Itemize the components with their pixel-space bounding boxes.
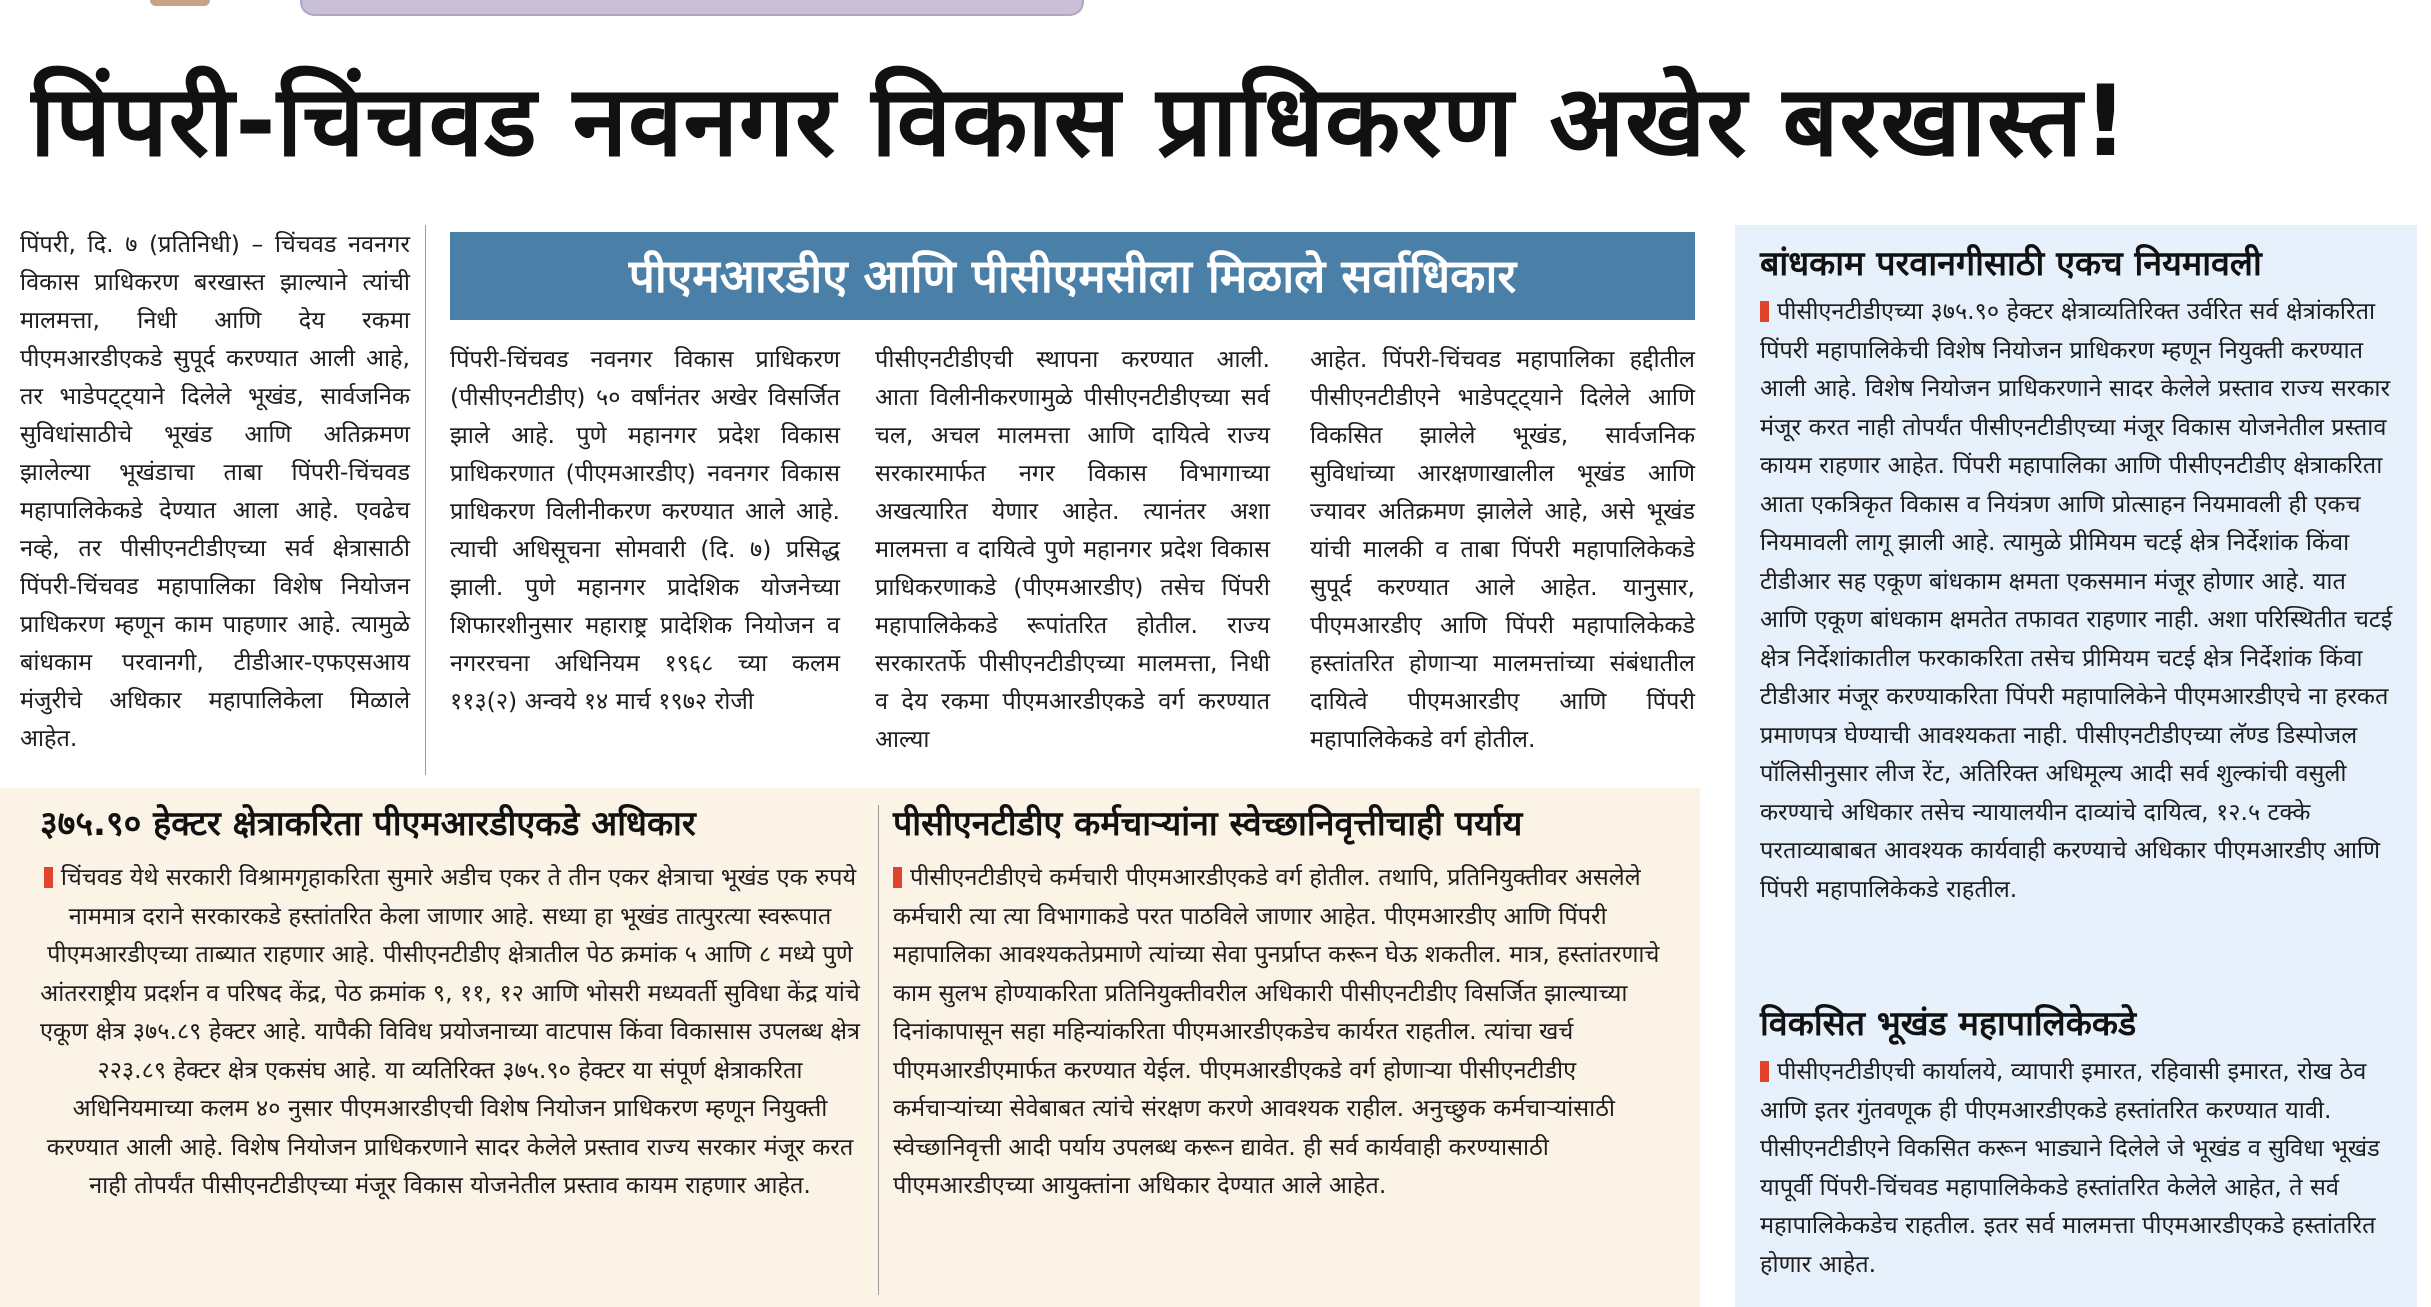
page-headline: पिंपरी-चिंचवड नवनगर विकास प्राधिकरण अखेर बरखास्त! — [30, 65, 2129, 179]
top-photo-edge — [150, 0, 210, 6]
article-column-4: आहेत. पिंपरी-चिंचवड महापालिका हद्दीतील पीसीएनटीडीएने भाडेपट्ट्याने दिलेले आणि विकसित झालेले भूखंड, सार्वजनिक सुविधांच्या आरक्षणाखालील भूखंड आणि ज्यावर अतिक्रमण झालेले आहे, असे भूखंड यांची मालकी व ताबा पिंपरी महापालिकेकडे सुपूर्द करण्यात आले आहेत. यानुसार, पीएमआरडीए आणि पिंपरी महापालिकेकडे हस्तांतरित होणाऱ्या मालमत्तांच्या संबंधातील दायित्वे पीएमआरडीए आणि पिंपरी महापालिकेकडे वर्ग होतील. — [1310, 345, 1695, 753]
bottom-divider — [878, 805, 879, 1295]
sidebar-text-1 — [1760, 292, 2400, 908]
bottom-left-text — [40, 858, 860, 1205]
bottom-left-heading: ३७५.९० हेक्टर क्षेत्राकरिता पीएमआरडीएकडे अधिकार — [40, 804, 696, 844]
bullet-marker — [893, 867, 902, 888]
article-column-2: पिंपरी-चिंचवड नवनगर विकास प्राधिकरण (पीसीएनटीडीए) ५० वर्षांनंतर अखेर विसर्जित झाले आहे. पुणे महानगर प्रदेश विकास प्राधिकरणात (पीएमआरडीए) नवनगर विकास प्राधिकरण विलीनीकरण करण्यात आले आहे. त्याची अधिसूचना सोमवारी (दि. ७) प्रसिद्ध झाली. पुणे महानगर प्रादेशिक योजनेच्या शिफारशीनुसार महाराष्ट्र प्रादेशिक नियोजन व नगररचना अधिनियम १९६८ च्या कलम ११३(२) अन्वये १४ मार्च १९७२ रोजी — [450, 345, 840, 715]
bullet-marker — [1760, 1061, 1769, 1082]
sidebar-heading-2: विकसित भूखंड महापालिकेकडे — [1760, 1004, 2137, 1044]
bottom-right-text — [893, 858, 1683, 1205]
bottom-right-text-body: पीसीएनटीडीएचे कर्मचारी पीएमआरडीएकडे वर्ग होतील. तथापि, प्रतिनियुक्तीवर असलेले कर्मचारी त्या त्या विभागाकडे परत पाठविले जाणार आहेत. पीएमआरडीए आणि पिंपरी महापालिका आवश्यकतेप्रमाणे त्यांच्या सेवा पुनर्प्राप्त करून घेऊ शकतील. मात्र, हस्तांतरणाचे काम सुलभ होण्याकरिता प्रतिनियुक्तीवरील अधिकारी पीसीएनटीडीए विसर्जित झाल्याच्या दिनांकापासून सहा महिन्यांकरिता पीएमआरडीएकडेच कार्यरत राहतील. त्यांचा खर्च पीएमआरडीएमार्फत करण्यात येईल. पीएमआरडीएकडे वर्ग होणाऱ्या पीसीएनटीडीए कर्मचाऱ्यांच्या सेवेबाबत त्यांचे संरक्षण करणे आवश्यक राहील. अनुच्छुक कर्मचाऱ्यांसाठी स्वेच्छानिवृत्ती आदी पर्याय उपलब्ध करून द्यावेत. ही सर्व कार्यवाही करण्यासाठी पीएमआरडीएच्या आयुक्तांना अधिकार देण्यात आले आहेत. — [893, 863, 1660, 1199]
intro-column: पिंपरी, दि. ७ (प्रतिनिधी) – चिंचवड नवनगर विकास प्राधिकरण बरखास्त झाल्याने त्यांची मालमत्ता, निधी आणि देय रकमा पीएमआरडीएकडे सुपूर्द करण्यात आली आहे, तर भाडेपट्ट्याने दिलेले भूखंड, सार्वजनिक सुविधांसाठीचे भूखंड आणि अतिक्रमण झालेल्या भूखंडाचा ताबा पिंपरी-चिंचवड महापालिकेकडे देण्यात आला आहे. एवढेच नव्हे, तर पीसीएनटीडीएच्या सर्व क्षेत्रासाठी पिंपरी-चिंचवड महापालिका विशेष नियोजन प्राधिकरण म्हणून काम पाहणार आहे. त्यामुळे बांधकाम परवानगी, टीडीआर-एफएसआय मंजुरीचे अधिकार महापालिकेला मिळाले आहेत. — [20, 230, 410, 752]
sidebar-heading-1: बांधकाम परवानगीसाठी एकच नियमावली — [1760, 244, 2262, 284]
bullet-marker — [1760, 301, 1769, 322]
subheadline: पीएमआरडीए आणि पीसीएमसीला मिळाले सर्वाधिकार — [628, 249, 1517, 303]
sidebar-text-2 — [1760, 1052, 2400, 1283]
article-column-3: पीसीएनटीडीएची स्थापना करण्यात आली. आता विलीनीकरणामुळे पीसीएनटीडीएच्या सर्व चल, अचल मालमत्ता आणि दायित्वे राज्य सरकारमार्फत नगर विकास विभागाच्या अखत्यारित येणार आहेत. त्यानंतर अशा मालमत्ता व दायित्वे पुणे महानगर प्रदेश विकास प्राधिकरणाकडे (पीएमआरडीए) तसेच पिंपरी महापालिकेकडे रूपांतरित होतील. राज्य सरकारतर्फे पीसीएनटीडीएच्या मालमत्ता, निधी व देय रकमा पीएमआरडीएकडे वर्ग करण्यात आल्या — [875, 345, 1270, 753]
sidebar-text-1-body: पीसीएनटीडीएच्या ३७५.९० हेक्टर क्षेत्राव्यतिरिक्त उर्वरित सर्व क्षेत्रांकरिता पिंपरी महापालिकेची विशेष नियोजन प्राधिकरण म्हणून नियुक्ती करण्यात आली आहे. विशेष नियोजन प्राधिकरणाने सादर केलेले प्रस्ताव राज्य सरकार मंजूर करत नाही तोपर्यंत पीसीएनटीडीएच्या मंजूर विकास योजनेतील प्रस्ताव कायम राहणार आहेत. पिंपरी महापालिका आणि पीसीएनटीडीए क्षेत्राकरिता आता एकत्रिकृत विकास व नियंत्रण आणि प्रोत्साहन नियमावली ही एकच नियमावली लागू झाली आहे. त्यामुळे प्रीमियम चटई क्षेत्र निर्देशांक किंवा टीडीआर सह एकूण बांधकाम क्षमता एकसमान मंजूर होणार आहे. यात आणि एकूण बांधकाम क्षमतेत तफावत राहणार नाही. अशा परिस्थितीत चटई क्षेत्र निर्देशांकातील फरकाकरिता तसेच प्रीमियम चटई क्षेत्र निर्देशांक किंवा टीडीआर मंजूर करण्याकरिता पिंपरी महापालिकेने पीएमआरडीएचे ना हरकत प्रमाणपत्र घेण्याची आवश्यकता नाही. पीसीएनटीडीएच्या लॅण्ड डिस्पोजल पॉलिसीनुसार लीज रेंट, अतिरिक्त अधिमूल्य आदी सर्व शुल्कांची वसुली करण्याचे अधिकार तसेच न्यायालयीन दाव्यांचे दायित्व, १२.५ टक्के परताव्याबाबत आवश्यक कार्यवाही करण्याचे अधिकार पीएमआरडीए आणि पिंपरी महापालिकेकडे राहतील. — [1760, 297, 2393, 903]
bullet-marker — [44, 867, 53, 888]
sidebar-text-2-body: पीसीएनटीडीएची कार्यालये, व्यापारी इमारत, रहिवासी इमारत, रोख ठेव आणि इतर गुंतवणूक ही पीएमआरडीएकडे हस्तांतरित करण्यात यावी. पीसीएनटीडीएने विकसित करून भाड्याने दिलेले जे भूखंड व सुविधा भूखंड यापूर्वी पिंपरी-चिंचवड महापालिकेकडे हस्तांतरित केलेले आहेत, ते सर्व महापालिकेकडेच राहतील. इतर सर्व मालमत्ता पीएमआरडीएकडे हस्तांतरित होणार आहेत. — [1760, 1057, 2380, 1278]
bottom-right-heading: पीसीएनटीडीए कर्मचाऱ्यांना स्वेच्छानिवृत्तीचाही पर्याय — [893, 804, 1523, 844]
subheadline-band — [450, 232, 1695, 320]
top-banner-edge — [300, 0, 1084, 16]
bottom-left-text-body: चिंचवड येथे सरकारी विश्रामगृहाकरिता सुमारे अडीच एकर ते तीन एकर क्षेत्राचा भूखंड एक रुपये नाममात्र दराने सरकारकडे हस्तांतरित केला जाणार आहे. सध्या हा भूखंड तात्पुरत्या स्वरूपात पीएमआरडीएच्या ताब्यात राहणार आहे. पीसीएनटीडीए क्षेत्रातील पेठ क्रमांक ५ आणि ८ मध्ये पुणे आंतरराष्ट्रीय प्रदर्शन व परिषद केंद्र, पेठ क्रमांक ९, ११, १२ आणि भोसरी मध्यवर्ती सुविधा केंद्र यांचे एकूण क्षेत्र ३७५.८९ हेक्टर आहे. यापैकी विविध प्रयोजनाच्या वाटपास किंवा विकासास उपलब्ध क्षेत्र २२३.८९ हेक्टर क्षेत्र एकसंघ आहे. या व्यतिरिक्त ३७५.९० हेक्टर या संपूर्ण क्षेत्राकरिता अधिनियमाच्या कलम ४० नुसार पीएमआरडीएची विशेष नियोजन प्राधिकरण म्हणून नियुक्ती करण्यात आली आहे. विशेष नियोजन प्राधिकरणाने सादर केलेले प्रस्ताव राज्य सरकार मंजूर करत नाही तोपर्यंत पीसीएनटीडीएच्या मंजूर विकास योजनेतील प्रस्ताव कायम राहणार आहेत. — [40, 863, 860, 1199]
column-divider — [425, 225, 426, 775]
